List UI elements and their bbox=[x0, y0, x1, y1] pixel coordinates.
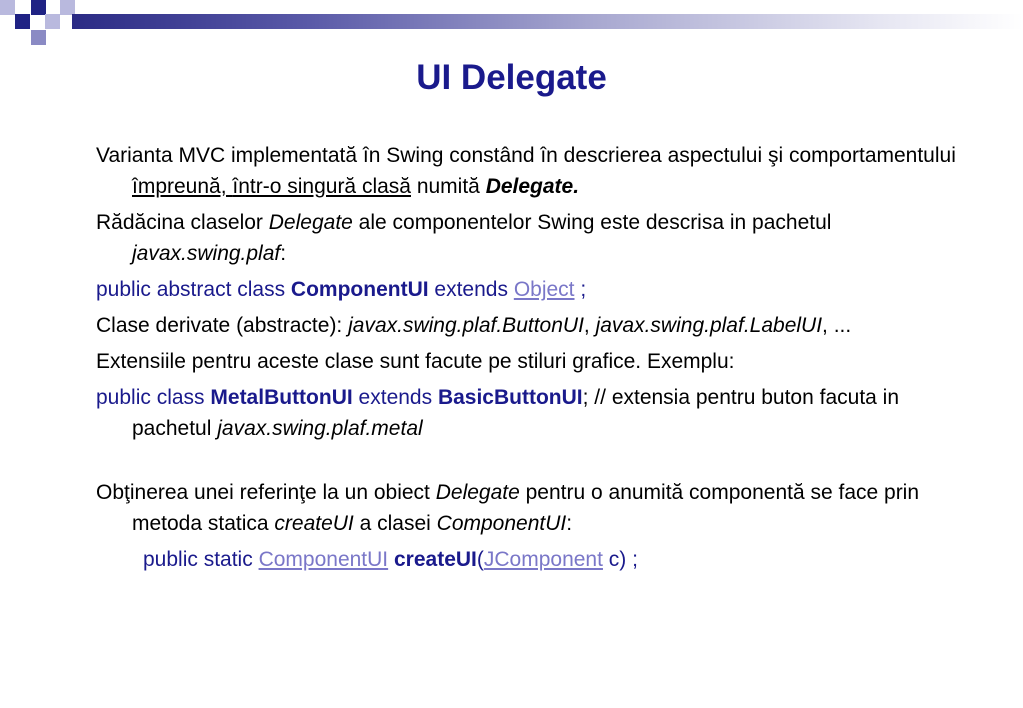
slide-body bbox=[96, 140, 976, 575]
code-createui-signature bbox=[96, 544, 976, 575]
italic-text: javax.swing.plaf bbox=[132, 242, 281, 265]
code-text: extends bbox=[352, 386, 438, 409]
underlined-text: împreună, bbox=[132, 175, 233, 198]
text-run: Clase derivate (abstracte): bbox=[96, 314, 349, 337]
code-text: extends bbox=[428, 278, 514, 301]
text-run: ; // extensia pentru buton facuta in pachetul bbox=[132, 386, 900, 440]
text-run: Obţinerea unei referinţe la un obiect bbox=[96, 481, 436, 504]
code-bold: ComponentUI bbox=[290, 278, 429, 301]
code-text: c) ; bbox=[602, 548, 638, 571]
code-metalbuttonui-decl bbox=[96, 382, 976, 444]
text-run: pentru o anumită componentă se face prin metoda statica bbox=[132, 481, 920, 535]
text-run: Rădăcina claselor bbox=[96, 211, 269, 234]
code-text: public class bbox=[96, 386, 211, 409]
text-run: a clasei bbox=[353, 512, 437, 535]
object-link[interactable]: Object bbox=[513, 278, 575, 301]
code-text: public abstract class bbox=[96, 278, 291, 301]
code-text: public static bbox=[143, 548, 259, 571]
code-text: ( bbox=[476, 548, 484, 571]
text-run: , bbox=[583, 314, 596, 337]
paragraph-extensions bbox=[96, 346, 976, 377]
italic-text: ComponentUI bbox=[436, 512, 567, 535]
code-text: ; bbox=[574, 278, 587, 301]
text-run: , ... bbox=[822, 314, 852, 337]
paragraph-mvc bbox=[96, 140, 976, 202]
decor-top-bar bbox=[72, 14, 1023, 29]
text-run: Extensiile pentru aceste clase sunt facute pe stiluri grafice. Exemplu: bbox=[96, 350, 735, 373]
jcomponent-link[interactable]: JComponent bbox=[483, 548, 603, 571]
decor-square bbox=[31, 30, 46, 45]
emphasis-delegate: Delegate. bbox=[485, 175, 580, 198]
italic-text: createUI bbox=[274, 512, 354, 535]
decor-square bbox=[15, 14, 30, 29]
underlined-text: într-o singură clasă bbox=[232, 175, 411, 198]
text-run: : bbox=[566, 512, 573, 535]
code-bold: createUI bbox=[393, 548, 477, 571]
italic-text: javax.swing.plaf.metal bbox=[217, 417, 423, 440]
italic-text: javax.swing.plaf.ButtonUI bbox=[348, 314, 584, 337]
paragraph-root-class bbox=[96, 207, 976, 269]
text-run: : bbox=[280, 242, 287, 265]
decor-square bbox=[60, 0, 75, 15]
italic-text: Delegate bbox=[435, 481, 520, 504]
code-componentui-decl bbox=[96, 274, 976, 305]
decor-square bbox=[0, 0, 15, 15]
text-run: Varianta MVC implementată în Swing constând în descrierea aspectului şi comportamentului bbox=[96, 144, 956, 167]
slide-title: UI Delegate bbox=[416, 58, 607, 97]
paragraph-obtaining-reference bbox=[96, 477, 976, 539]
text-run: numită bbox=[410, 175, 486, 198]
code-bold: MetalButtonUI bbox=[210, 386, 353, 409]
decor-square bbox=[31, 0, 46, 15]
text-run: ale componentelor Swing este descrisa in pachetul bbox=[352, 211, 832, 234]
code-bold: BasicButtonUI bbox=[437, 386, 583, 409]
decor-square bbox=[45, 14, 60, 29]
componentui-link[interactable]: ComponentUI bbox=[258, 548, 389, 571]
italic-text: Delegate bbox=[268, 211, 353, 234]
paragraph-derived-classes bbox=[96, 310, 976, 341]
italic-text: javax.swing.plaf.LabelUI bbox=[595, 314, 823, 337]
